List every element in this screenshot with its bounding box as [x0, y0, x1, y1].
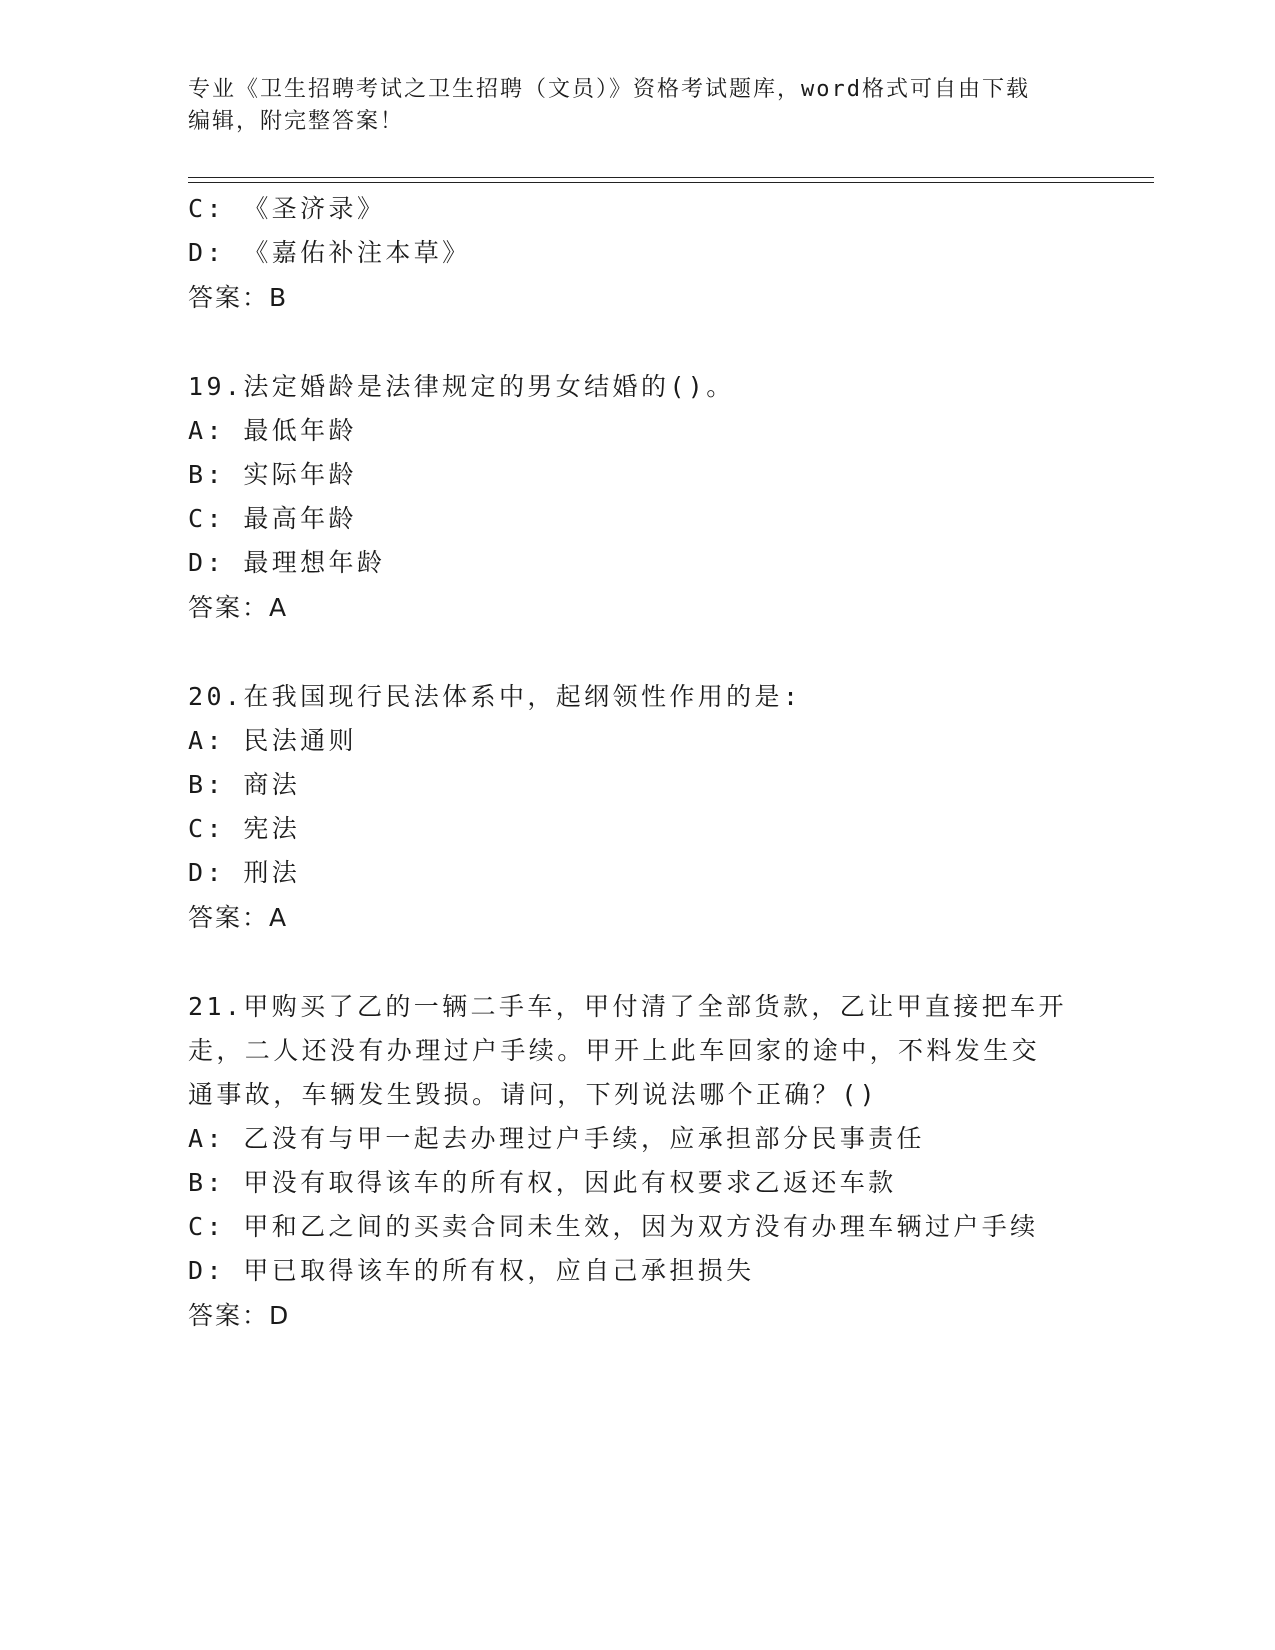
question-19-option-c: C: 最高年龄	[188, 504, 357, 533]
header-line-1: 专业《卫生招聘考试之卫生招聘（文员）》资格考试题库，word格式可自由下载	[188, 77, 1030, 102]
question-19-answer: 答案：A	[188, 593, 289, 622]
option-d: D: 《嘉佑补注本草》	[188, 238, 471, 267]
question-21-option-c: C: 甲和乙之间的买卖合同未生效，因为双方没有办理车辆过户手续	[188, 1212, 1039, 1241]
question-21-option-b: B: 甲没有取得该车的所有权，因此有权要求乙返还车款	[188, 1168, 897, 1197]
option-c: C: 《圣济录》	[188, 194, 386, 223]
header-divider-bottom	[188, 182, 1154, 183]
question-20-option-b: B: 商法	[188, 770, 301, 799]
answer-line: 答案：B	[188, 283, 289, 312]
question-20-option-c: C: 宪法	[188, 814, 301, 843]
question-20-option-a: A: 民法通则	[188, 726, 357, 755]
question-20-answer: 答案：A	[188, 903, 289, 932]
question-19-option-a: A: 最低年龄	[188, 416, 357, 445]
header-line-2: 编辑，附完整答案！	[188, 109, 405, 134]
question-19-option-d: D: 最理想年龄	[188, 548, 386, 577]
question-21-stem-line-2: 走，二人还没有办理过户手续。甲开上此车回家的途中，不料发生交	[188, 1036, 1041, 1065]
question-21-answer: 答案：D	[188, 1301, 291, 1330]
question-21-option-d: D: 甲已取得该车的所有权，应自己承担损失	[188, 1256, 755, 1285]
question-20-option-d: D: 刑法	[188, 858, 301, 887]
question-21-stem-line-3: 通事故，车辆发生毁损。请问，下列说法哪个正确？()	[188, 1080, 879, 1109]
header-divider-top	[188, 177, 1154, 178]
question-21-option-a: A: 乙没有与甲一起去办理过户手续，应承担部分民事责任	[188, 1124, 925, 1153]
question-20-stem: 20.在我国现行民法体系中，起纲领性作用的是:	[188, 682, 802, 711]
document-header	[188, 74, 1068, 138]
question-19-stem: 19.法定婚龄是法律规定的男女结婚的()。	[188, 372, 735, 401]
question-21-stem-line-1: 21.甲购买了乙的一辆二手车，甲付清了全部货款，乙让甲直接把车开	[188, 992, 1067, 1021]
question-19-option-b: B: 实际年龄	[188, 460, 357, 489]
